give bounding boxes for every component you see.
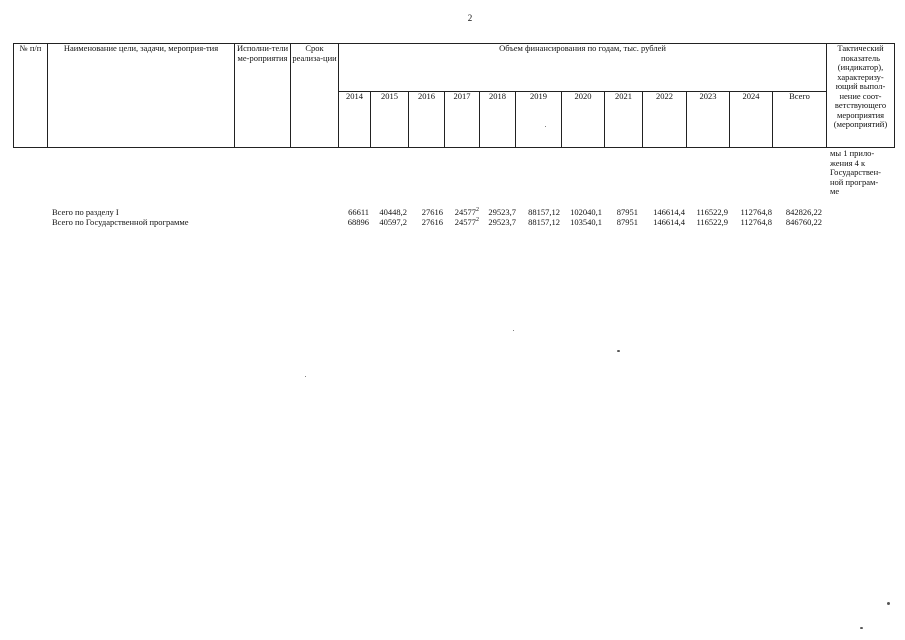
year-2020: 2020 <box>562 92 605 148</box>
scan-speck <box>513 330 514 331</box>
cell-2019: 88157,12 <box>528 207 560 217</box>
cell-2016: 27616 <box>421 207 443 217</box>
header-executors: Исполни-тели ме-роприятия <box>235 44 291 148</box>
cell-2017 <box>443 207 479 217</box>
year-2019: 2019 <box>516 92 562 148</box>
cell-2016: 27616 <box>421 217 443 227</box>
cell-total: 846760,22 <box>785 217 822 227</box>
cell-2014: 66611 <box>348 207 369 217</box>
year-2014: 2014 <box>339 92 371 148</box>
year-total: Всего <box>773 92 827 148</box>
tactical-header-continuation: мы 1 прило- жения 4 к Государствен- ной програм- ме <box>830 148 881 196</box>
scan-speck <box>305 376 306 377</box>
header-num: № п/п <box>14 44 48 148</box>
scan-speck <box>887 602 890 605</box>
cell-2023: 116522,9 <box>696 217 728 227</box>
year-2021: 2021 <box>605 92 643 148</box>
scan-speck <box>545 126 546 127</box>
cell-2022: 146614,4 <box>653 217 685 227</box>
header-tactical: Тактический показатель (индикатор), характеризу-ющий выпол-нение соот-ветствующего мероприятия (мероприятий) <box>827 44 895 148</box>
cell-2021: 87951 <box>616 217 638 227</box>
header-funding: Объем финансирования по годам, тыс. рублей <box>339 44 827 92</box>
cell-2020: 103540,1 <box>570 217 602 227</box>
scan-speck <box>617 350 620 352</box>
cell-2018: 29523,7 <box>488 207 516 217</box>
header-term: Срок реализа-ции <box>291 44 339 148</box>
cell-2017 <box>443 217 479 227</box>
totals-label: Всего по Государственной программе <box>52 217 189 227</box>
cell-2019: 88157,12 <box>528 217 560 227</box>
year-2018: 2018 <box>480 92 516 148</box>
cell-2017-footnote: 2 <box>476 207 479 214</box>
cell-2015: 40597,2 <box>379 217 407 227</box>
header-name: Наименование цели, задачи, мероприя-тия <box>48 44 235 148</box>
cell-2017-value: 24577 <box>454 217 476 227</box>
cell-2015: 40448,2 <box>379 207 407 217</box>
cell-2017-footnote: 2 <box>476 217 479 224</box>
cell-2020: 102040,1 <box>570 207 602 217</box>
year-2015: 2015 <box>371 92 409 148</box>
year-2024: 2024 <box>730 92 773 148</box>
year-2022: 2022 <box>643 92 687 148</box>
cell-2018: 29523,7 <box>488 217 516 227</box>
year-2017: 2017 <box>445 92 480 148</box>
cell-2022: 146614,4 <box>653 207 685 217</box>
cell-2024: 112764,8 <box>740 207 772 217</box>
totals-label: Всего по разделу I <box>52 207 119 217</box>
page-number: 2 <box>467 13 473 23</box>
cell-total: 842826,22 <box>785 207 822 217</box>
cell-2024: 112764,8 <box>740 217 772 227</box>
cell-2023: 116522,9 <box>696 207 728 217</box>
scan-speck <box>860 627 863 629</box>
cell-2014: 68896 <box>347 217 369 227</box>
cell-2017-value: 24577 <box>454 207 476 217</box>
year-2023: 2023 <box>687 92 730 148</box>
cell-2021: 87951 <box>616 207 638 217</box>
year-2016: 2016 <box>409 92 445 148</box>
funding-table-header <box>13 43 895 148</box>
